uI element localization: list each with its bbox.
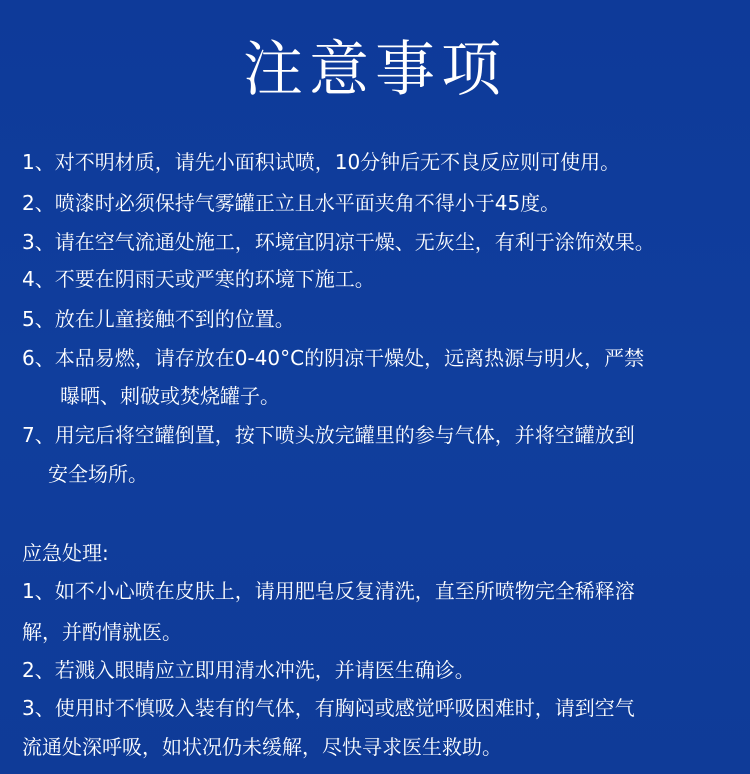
note-line-5: 5、放在儿童接触不到的位置。 xyxy=(22,307,295,331)
note-line-4: 4、不要在阴雨天或严寒的环境下施工。 xyxy=(22,267,375,291)
emergency-line-1: 1、如不小心喷在皮肤上，请用肥皂反复清洗，直至所喷物完全稀释溶 xyxy=(22,579,635,603)
emergency-heading: 应急处理: xyxy=(22,541,109,565)
note-line-7: 7、用完后将空罐倒置，按下喷头放完罐里的参与气体，并将空罐放到 xyxy=(22,423,635,447)
note-line-1: 1、对不明材质，请先小面积试喷，10分钟后无不良反应则可使用。 xyxy=(22,150,621,174)
note-line-2: 2、喷漆时必须保持气雾罐正立且水平面夹角不得小于45度。 xyxy=(22,191,561,215)
note-line-3: 3、请在空气流通处施工，环境宜阴凉干燥、无灰尘，有利于涂饰效果。 xyxy=(22,230,655,254)
emergency-line-3-cont: 流通处深呼吸，如状况仍未缓解，尽快寻求医生救助。 xyxy=(22,735,502,759)
note-line-6: 6、本品易燃，请存放在0-40°C的阴凉干燥处，远离热源与明火，严禁 xyxy=(22,346,645,370)
note-line-7-cont: 安全场所。 xyxy=(48,462,148,486)
emergency-line-3: 3、使用时不慎吸入装有的气体，有胸闷或感觉呼吸困难时，请到空气 xyxy=(22,696,635,720)
page-title: 注意事项 xyxy=(243,35,507,105)
note-line-6-cont: 曝晒、刺破或焚烧罐子。 xyxy=(60,384,280,408)
emergency-line-2: 2、若溅入眼睛应立即用清水冲洗，并请医生确诊。 xyxy=(22,658,475,682)
emergency-line-1-cont: 解，并酌情就医。 xyxy=(22,620,182,644)
